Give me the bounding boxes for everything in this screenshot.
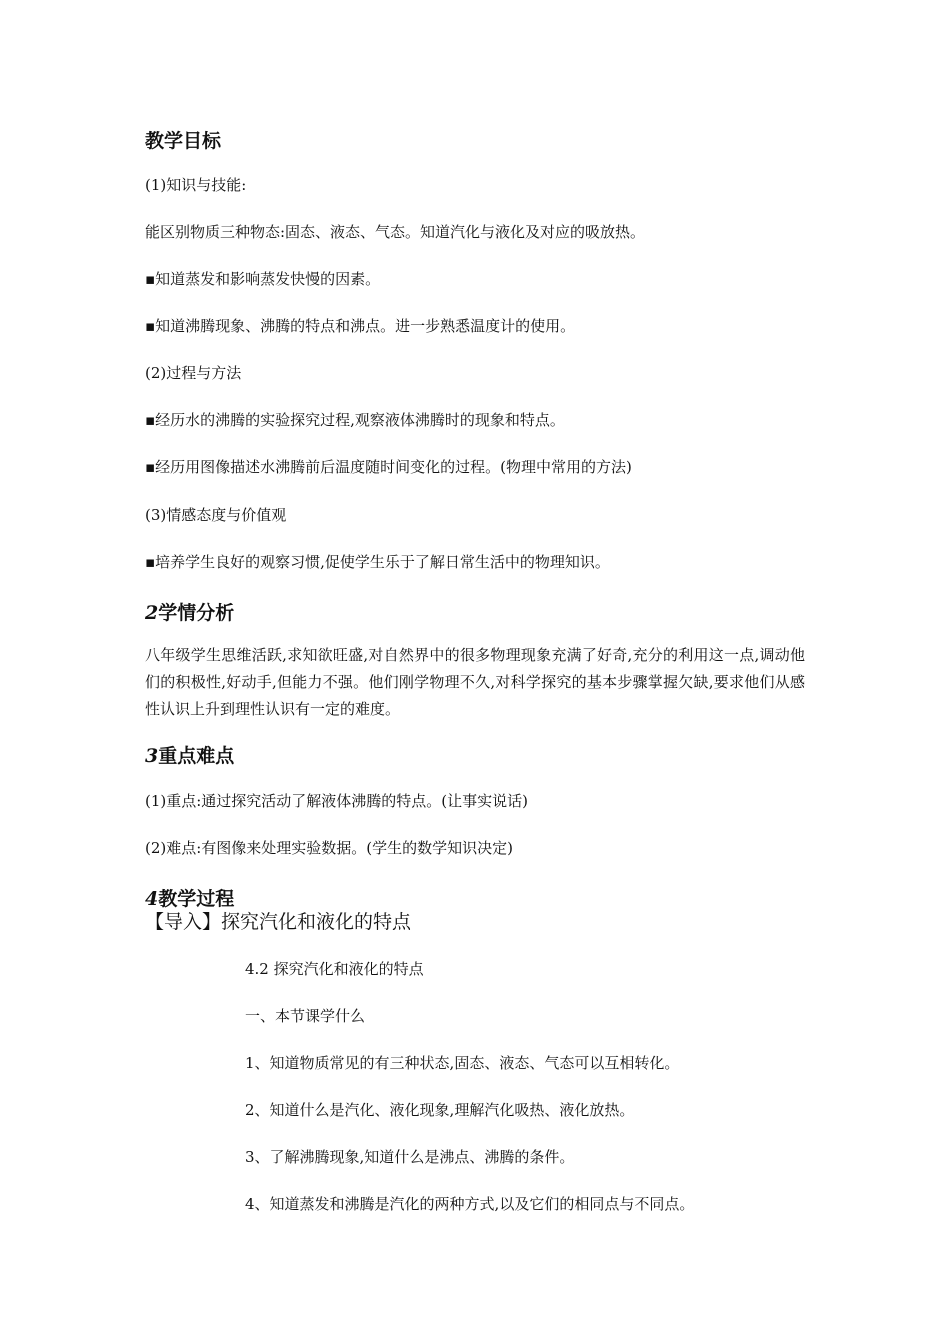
emotion-title: (3)情感态度与价值观 <box>145 506 287 524</box>
lesson-title: 4.2 探究汽化和液化的特点 <box>245 960 424 978</box>
keypoints-heading <box>145 741 234 768</box>
knowledge-line: 能区别物质三种物态:固态、液态、气态。知道汽化与液化及对应的吸放热。 <box>145 223 646 241</box>
objectives-heading: 教学目标 <box>145 130 222 152</box>
intro-line: 【导入】探究汽化和液化的特点 <box>145 911 412 933</box>
knowledge-bullet: ▪知道蒸发和影响蒸发快慢的因素。 <box>145 270 381 288</box>
lesson-item: 4、知道蒸发和沸腾是汽化的两种方式,以及它们的相同点与不同点。 <box>245 1195 695 1213</box>
lesson-item: 2、知道什么是汽化、液化现象,理解汽化吸热、液化放热。 <box>245 1101 635 1119</box>
section-number: 3 <box>145 745 159 767</box>
process-bullet: ▪经历水的沸腾的实验探究过程,观察液体沸腾时的现象和特点。 <box>145 411 565 429</box>
section-title: 学情分析 <box>158 602 235 624</box>
lesson-subsection: 一、本节课学什么 <box>245 1007 366 1025</box>
section-number: 4 <box>145 888 159 910</box>
emotion-bullet: ▪培养学生良好的观察习惯,促使学生乐于了解日常生活中的物理知识。 <box>145 553 610 571</box>
key-point: (1)重点:通过探究活动了解液体沸腾的特点。(让事实说话) <box>145 792 529 810</box>
difficulty-point: (2)难点:有图像来处理实验数据。(学生的数学知识决定) <box>145 839 514 857</box>
knowledge-title: (1)知识与技能: <box>145 176 247 194</box>
section-title: 重点难点 <box>158 745 235 767</box>
process-bullet: ▪经历用图像描述水沸腾前后温度随时间变化的过程。(物理中常用的方法) <box>145 458 632 476</box>
lesson-item: 1、知道物质常见的有三种状态,固态、液态、气态可以互相转化。 <box>245 1054 680 1072</box>
section-number: 2 <box>145 602 159 624</box>
section-title: 教学过程 <box>158 888 235 910</box>
lesson-item: 3、了解沸腾现象,知道什么是沸点、沸腾的条件。 <box>245 1148 575 1166</box>
analysis-heading <box>145 598 234 625</box>
knowledge-bullet: ▪知道沸腾现象、沸腾的特点和沸点。进一步熟悉温度计的使用。 <box>145 317 576 335</box>
process-title: (2)过程与方法 <box>145 364 242 382</box>
analysis-paragraph: 八年级学生思维活跃,求知欲旺盛,对自然界中的很多物理现象充满了好奇,充分的利用这一点,调动他们的积极性,好动手,但能力不强。他们刚学物理不久,对科学探究的基本步骤掌握欠缺,要求他们从感性认识上升到理性认识有一定的难度。 <box>145 646 805 718</box>
